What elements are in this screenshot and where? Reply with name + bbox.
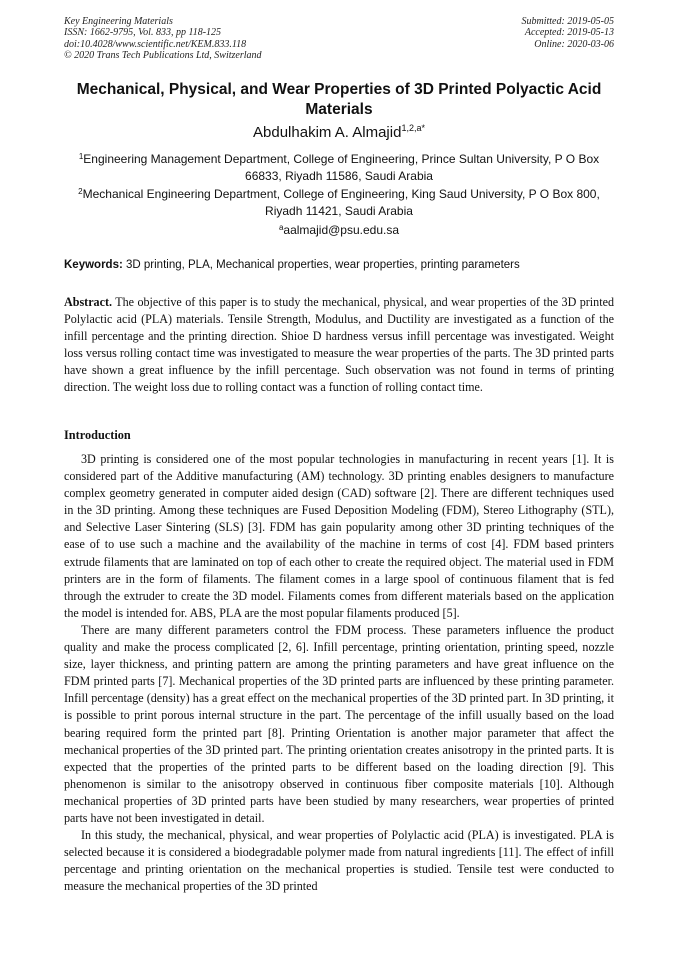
intro-paragraph-2: There are many different parameters control the FDM process. These parameters influence the product quality and make the process complicated [2, 6]. Infill percentage, printing orientation, printing speed, nozzle size, layer thickness, and printing pattern are among the printing parameters and have great influence on the FDM printed parts [7]. Mechanical properties of the 3D printed parts are influenced by these printing parameter. Infill percentage (density) has a great effect on the mechanical properties of the 3D printed part. In 3D printing, it is possible to print porous internal structure in the part. The percentage of the infill usually based on the load bearing required form the printed part [8]. Printing Orientation is another major parameter that affect the mechanical properties of the 3D printed part. The printing orientation creates anisotropy in the printed parts. It is expected that the properties of the printed parts to be different based on the loading direction [9]. This phenomenon is similar to the anisotropy observed in continuous fiber composite materials [10]. Although mechanical properties of 3D printed parts have been studied by many researchers, wear properties of printed parts have not been investigated in detail.	[64, 622, 614, 825]
keywords-label: Keywords:	[64, 259, 123, 271]
introduction-heading: Introduction	[64, 428, 131, 442]
online-date: Online: 2020-03-06	[534, 38, 614, 50]
doi-line: doi:10.4028/www.scientific.net/KEM.833.118	[64, 38, 247, 50]
issn-line: ISSN: 1662-9795, Vol. 833, pp 118-125	[64, 27, 222, 39]
author-email	[64, 222, 614, 239]
journal-header	[64, 16, 262, 61]
abstract-label: Abstract.	[64, 295, 113, 309]
intro-paragraph-3: In this study, the mechanical, physical, and wear properties of Polylactic acid (PLA) is investigated. PLA is selected because it is considered a biodegradable polymer made from natural ingredients [11]. The effect of infill percentage and printing orientation on the mechanical properties is studied. Tensile test were conducted to measure the mechanical properties of the 3D printed	[64, 828, 614, 894]
affiliation-2	[64, 186, 614, 220]
affiliation-2-superscript: 2	[78, 187, 83, 196]
affiliation-1-text: Engineering Management Department, College of Engineering, Prince Sultan University, P O Box 66833, Riyadh 11586, Saudi Arabia	[83, 152, 600, 183]
copyright-line: © 2020 Trans Tech Publications Ltd, Switzerland	[64, 49, 262, 61]
submitted-date: Submitted: 2019-05-05	[521, 16, 614, 27]
intro-paragraph-1: 3D printing is considered one of the most popular technologies in manufacturing in recent years [1]. It is considered part of the Additive manufacturing (AM) technology. 3D printing enables designers to manufacture complex geometry generated in computer aided design (CAD) software [2]. There are different techniques used in the 3D printing. Among these techniques are Fused Deposition Modeling (FDM), Stereo Lithography (STL), and Selective Laser Sintering (SLS) [3]. FDM has gain popularity among other 3D printing techniques of the ease of to use such a machine and the availability of the machine in terms of cost [4]. FDM based printers extrude filaments that are laminated on top of each other to create the required object. The material used in FDM printers are in the form of filaments. The filament comes in a large spool of continuous filament that is fed through the extruder to create the 3D model. Filaments comes from different materials based on the application the model is intended for. ABS, PLA are the most popular filaments produced [5].	[64, 452, 614, 620]
author-line	[64, 123, 614, 143]
affiliation-1	[64, 151, 614, 185]
accepted-date: Accepted: 2019-05-13	[524, 27, 614, 39]
abstract-text: The objective of this paper is to study the mechanical, physical, and wear properties of the 3D printed Polylactic acid (PLA) materials. Tensile Strength, Modulus, and Ductility are investigated as a function of the infill percentage and the printing direction. Shioe D hardness versus infill percentage was investigated. Weight loss versus rolling contact time was investigated to measure the wear properties of the parts. The 3D printed parts have shown a great influence by the infill percentage. Such observation was not found in terms of printing direction. The weight loss due to rolling contact was a function of rolling contact time.	[64, 295, 614, 394]
keywords-line	[64, 258, 616, 273]
affiliation-2-text: Mechanical Engineering Department, College of Engineering, King Saud University, P O Box 800, Riyadh 11421, Saudi Arabia	[82, 187, 600, 218]
author-name: Abdulhakim A. Almajid	[253, 124, 402, 141]
affiliation-1-superscript: 1	[78, 152, 84, 161]
keywords-text: 3D printing, PLA, Mechanical properties, wear properties, printing parameters	[126, 259, 520, 271]
journal-name: Key Engineering Materials	[64, 16, 173, 27]
abstract-paragraph	[64, 294, 614, 396]
email-address: aalmajid@psu.edu.sa	[283, 223, 400, 237]
author-superscript: 1,2,a*	[401, 123, 425, 133]
dates-header	[522, 16, 615, 50]
introduction-body	[64, 451, 614, 895]
paper-title: Mechanical, Physical, and Wear Properties of 3D Printed Polyactic Acid Materials	[76, 81, 602, 118]
email-superscript: a	[278, 223, 284, 232]
